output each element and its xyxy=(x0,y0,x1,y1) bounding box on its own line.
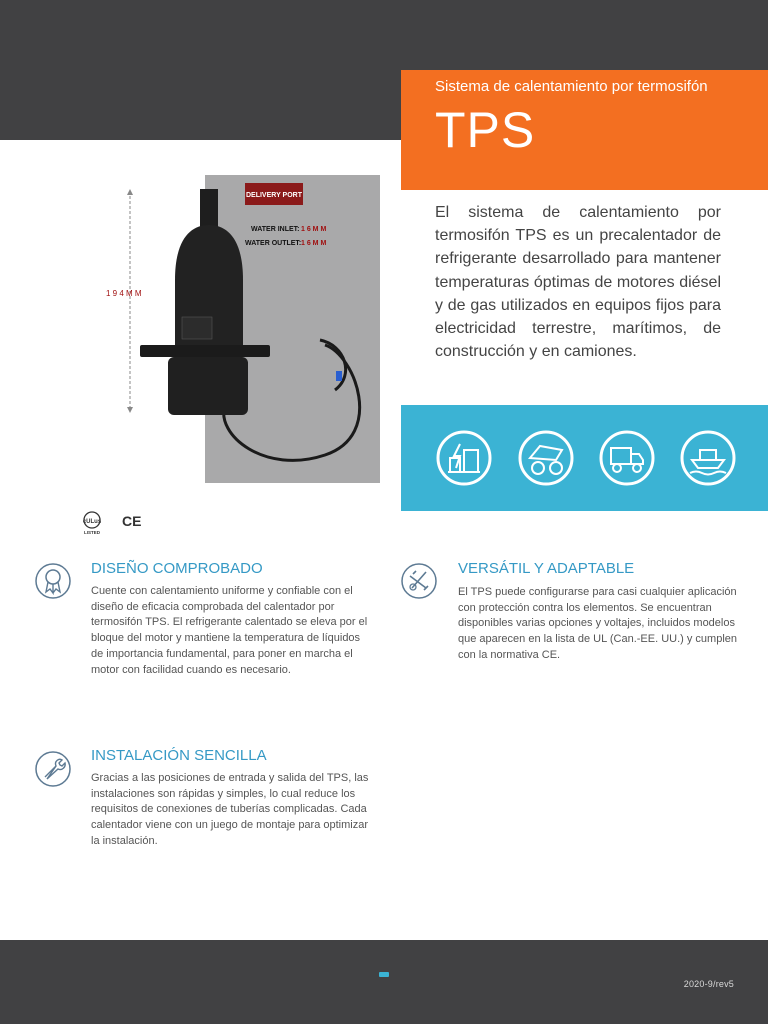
revision-label: 2020-9/rev5 xyxy=(683,979,734,989)
section-title-proven: DISEÑO COMPROBADO xyxy=(91,560,263,577)
ul-mark: cULus xyxy=(82,519,102,525)
water-outlet-value: 1 6 M M xyxy=(301,240,327,247)
ul-listed-label: LISTED xyxy=(83,530,101,535)
certification-marks xyxy=(78,510,144,536)
section-body-proven: Cuente con calentamiento uniforme y confiable con el diseño de eficacia comprobada del calentador por termosifón TPS. El refrigerante calentado se eleva por el bloque del motor y mantiene la temperatura de líquidos de importancia fundamental, para poner en marcha el motor con facilidad cuando es necesario. xyxy=(91,585,368,676)
heater-illustration xyxy=(100,185,300,465)
bottom-dark-band xyxy=(0,940,768,1024)
section-body-versatile: El TPS puede configurarse para casi cualquier aplicación con protección contra los elementos. Se encuentran disponibles varias opciones y voltajes, incluidos modelos que aparecen en la lista de UL (Can.-EE. UU.) y cumplen con la normativa CE. xyxy=(458,586,738,661)
page-title: TPS xyxy=(435,102,536,158)
delivery-port-label: DELIVERY PORT xyxy=(245,192,303,199)
water-inlet-label: WATER INLET: xyxy=(251,226,300,233)
height-dimension-label: 1 9 4 M M xyxy=(106,289,142,298)
multi-tool-icon xyxy=(400,562,438,600)
construction-truck-icon xyxy=(516,428,576,488)
section-title-install: INSTALACIÓN SENCILLA xyxy=(91,747,267,764)
award-ribbon-icon xyxy=(34,562,72,600)
section-body-install: Gracias a las posiciones de entrada y salida del TPS, las instalaciones son rápidas y simples, lo cual reduce los requisitos de conexiones de tuberías complicadas. Cada calentador viene con un juego de montaje para optimizar la instalación. xyxy=(91,772,369,847)
section-title-versatile: VERSÁTIL Y ADAPTABLE xyxy=(458,560,635,577)
wrench-icon xyxy=(34,750,72,788)
water-inlet-value: 1 6 M M xyxy=(301,226,327,233)
semi-truck-icon xyxy=(597,428,657,488)
page-indicator xyxy=(379,972,389,977)
page-subtitle: Sistema de calentamiento por termosifón xyxy=(435,78,708,95)
water-outlet-label: WATER OUTLET: xyxy=(245,240,302,247)
marine-boat-icon xyxy=(678,428,738,488)
ce-mark: CE xyxy=(122,513,142,529)
intro-paragraph: El sistema de calentamiento por termosifón TPS es un precalentador de refrigerante desarrollado para mantener temperaturas óptimas de motores diésel y de gas utilizados en equipos fijos para electricidad terrestre, marítimos, de construcción y en camiones. xyxy=(435,204,721,361)
power-plant-icon xyxy=(434,428,494,488)
